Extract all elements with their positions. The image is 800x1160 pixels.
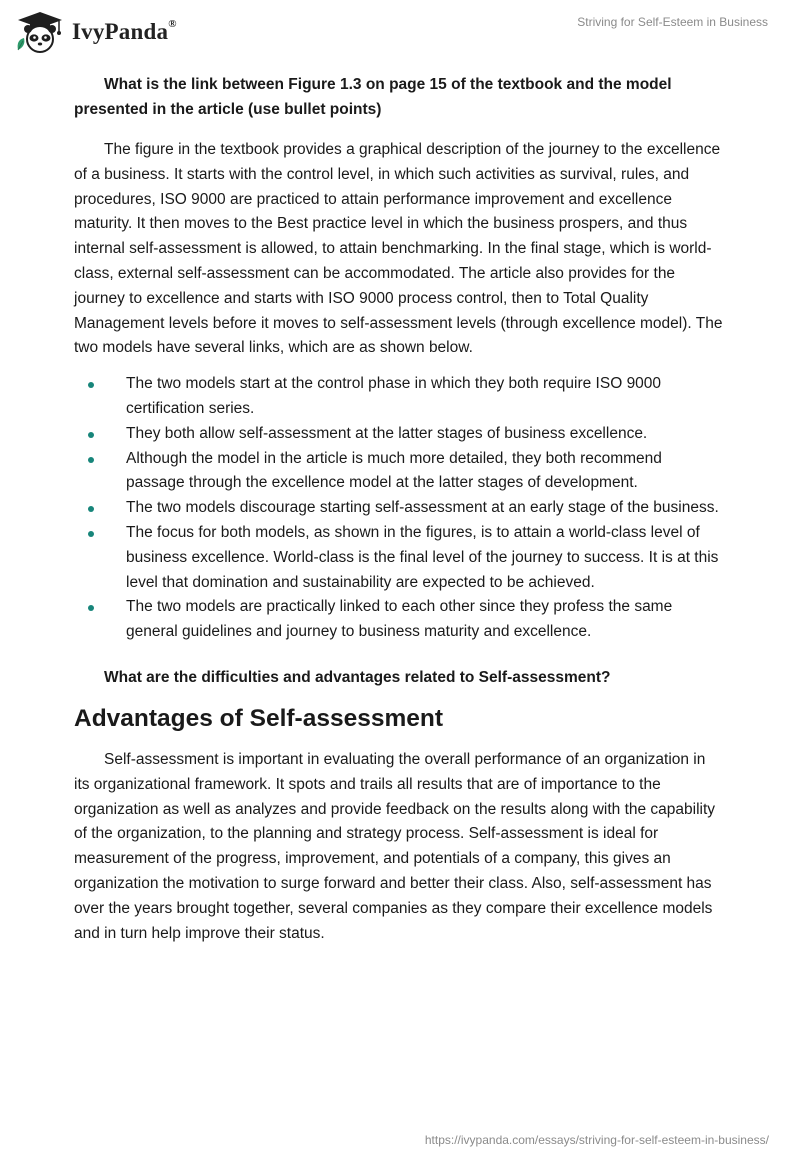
bullet-item <box>74 595 724 645</box>
bullet-text: The two models start at the control phase in which they both require ISO 9000 certification series. <box>126 375 662 417</box>
bullet-text: The two models are practically linked to each other since they profess the same general guidelines and journey to business maturity and excellence. <box>126 598 673 641</box>
bullet-item <box>74 372 724 422</box>
body-paragraph: Self-assessment is important in evaluating the overall performance of an organization in its organizational framework. It spots and trails all results that are of importance to the organization as well as analyzes and provide feedback on the results along with the capability of the organization, to the planning and strategy process. Self-assessment is ideal for measurement of the progress, improvement, and potentials of a company, this gives an organization the motivation to surge forward and better their class. Also, self-assessment has over the years brought together, several companies as they compare their excellence models and in turn help improve their status. <box>74 750 716 942</box>
page-title: Striving for Self-Esteem in Business <box>577 15 768 29</box>
bullet-dot-icon <box>88 457 94 463</box>
ivypanda-logo[interactable] <box>14 10 177 54</box>
registered-mark: ® <box>168 18 177 31</box>
bullet-dot-icon <box>88 382 94 388</box>
bullet-item <box>74 496 724 521</box>
question-heading: What is the link between Figure 1.3 on page 15 of the textbook and the model presented in the article (use bullet points) <box>74 76 672 118</box>
bullet-text: Although the model in the article is much more detailed, they both recommend passage through the excellence model at the latter stages of development. <box>126 449 662 492</box>
bullet-dot-icon <box>88 506 94 512</box>
section-heading: Advantages of Self-assessment <box>74 704 443 732</box>
page-header <box>0 0 800 70</box>
bullet-dot-icon <box>88 531 94 537</box>
bullet-dot-icon <box>88 605 94 611</box>
bullet-text: The two models discourage starting self-assessment at an early stage of the business. <box>126 499 719 517</box>
bullet-list <box>74 372 724 645</box>
logo-wordmark: IvyPanda® <box>72 18 177 44</box>
question-heading: What are the difficulties and advantages related to Self-assessment? <box>104 668 611 686</box>
body-paragraph: The figure in the textbook provides a graphical description of the journey to the excellence of a business. It starts with the control level, in which such activities as survival, rules, and procedures, ISO 9000 are practiced to attain performance improvement and excellence maturity. It then moves to the Best practice level in which the business prospers, and thus internal self-assessment is allowed, to attain benchmarking. In the final stage, which is world-class, external self-assessment can be accommodated. The article also provides for the journey to excellence and starts with ISO 9000 process control, then to Total Quality Management levels before it moves to self-assessment levels (through excellence model). The two models have several links, which are as shown below. <box>74 141 723 357</box>
bullet-dot-icon <box>88 432 94 438</box>
bullet-item <box>74 447 724 497</box>
bullet-text: They both allow self-assessment at the latter stages of business excellence. <box>126 424 648 442</box>
bullet-text: The focus for both models, as shown in the figures, is to attain a world-class level of business excellence. World-class is the final level of the journey to success. It is at this level that domination and sustainability are expected to be achieved. <box>126 523 719 591</box>
source-url[interactable]: https://ivypanda.com/essays/striving-for-self-esteem-in-business/ <box>424 1133 769 1147</box>
panda-graduate-icon <box>14 10 66 54</box>
essay-content <box>74 72 724 946</box>
bullet-item <box>74 422 724 447</box>
bullet-item <box>74 521 724 595</box>
